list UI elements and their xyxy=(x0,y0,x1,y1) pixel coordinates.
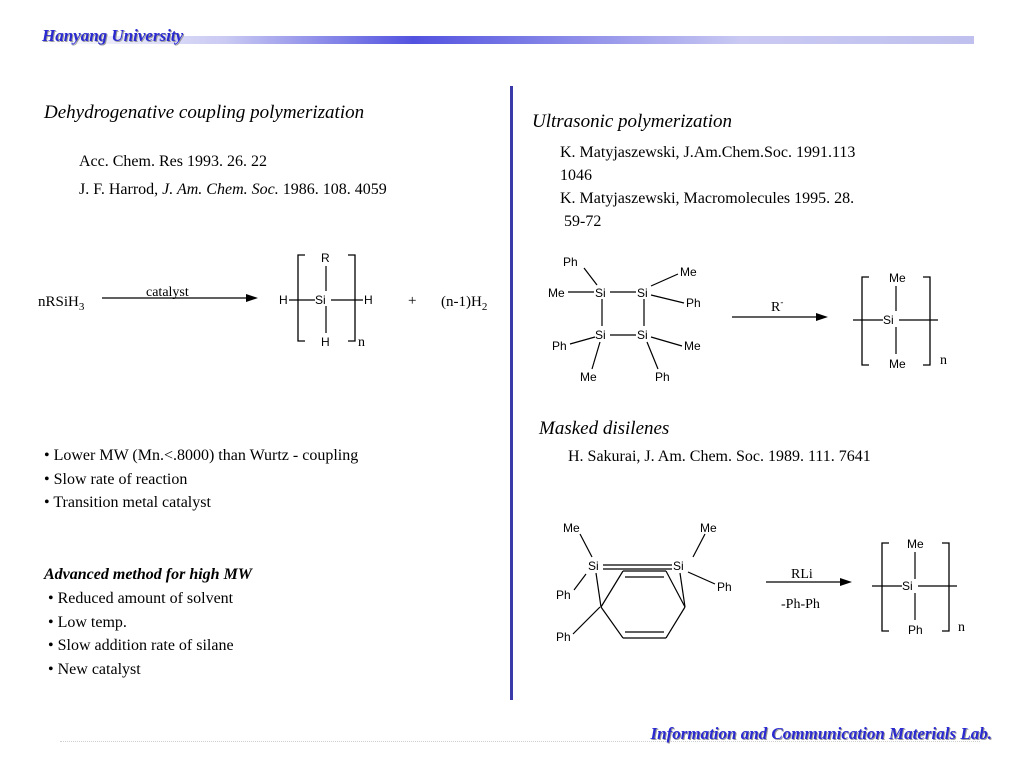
masked-product-si: Si xyxy=(902,579,913,593)
reference-harrod-details: 1986. 108. 4059 xyxy=(278,181,387,198)
reference-harrod-journal: J. Am. Chem. Soc. xyxy=(162,181,279,198)
reference-harrod-author: J. F. Harrod, xyxy=(79,181,163,198)
masked-product-ph-bottom: Ph xyxy=(908,623,923,637)
ultrasonic-product-si: Si xyxy=(883,313,894,327)
ultrasonic-title: Ultrasonic polymerization xyxy=(532,111,733,132)
reactant-label: nRSiH$_3$ xyxy=(38,294,85,313)
item-low-temp: • Low temp. xyxy=(48,613,127,631)
advanced-method-list xyxy=(48,587,234,681)
h-bottom-label: H xyxy=(321,335,330,349)
bicyclic-ph-bottom: Ph xyxy=(556,630,571,644)
ring-ph-bottom-right: Ph xyxy=(655,370,670,384)
ring-si-top-right: Si xyxy=(637,286,648,300)
masked-product-me-top: Me xyxy=(907,537,924,551)
bicyclic-me-left: Me xyxy=(563,521,580,535)
ring-me-bottom-left: Me xyxy=(580,370,597,384)
dehydrogenative-bullets xyxy=(44,444,358,515)
bicyclic-me-right: Me xyxy=(700,521,717,535)
ring-si-bottom-right: Si xyxy=(637,328,648,342)
reference-acc-chem-res: Acc. Chem. Res 1993. 26. 22 xyxy=(79,153,267,170)
h-left-label: H xyxy=(279,293,288,307)
ring-si-bottom-left: Si xyxy=(595,328,606,342)
masked-disilene-reaction-scheme xyxy=(540,510,980,660)
ultrasonic-product-me-bottom: Me xyxy=(889,357,906,371)
ultrasonic-references xyxy=(560,141,855,233)
bullet-lower-mw: • Lower MW (Mn.<.8000) than Wurtz - coupling xyxy=(44,447,359,464)
reaction-arrow-head xyxy=(246,294,258,302)
si-label: Si xyxy=(315,293,326,307)
ring-me-top-right: Me xyxy=(680,265,697,279)
masked-product-right-bracket xyxy=(942,543,949,631)
left-bracket xyxy=(298,255,305,341)
r-group-label: R xyxy=(321,251,330,265)
lab-name: Information and Communication Materials Lab. xyxy=(650,724,992,743)
bicyclic-bonds xyxy=(573,534,715,638)
catalyst-label: catalyst xyxy=(146,285,189,300)
masked-product-n: n xyxy=(958,620,965,635)
plus-sign: + xyxy=(408,293,417,309)
masked-reagent-top: RLi xyxy=(791,567,813,582)
reference-sakurai: H. Sakurai, J. Am. Chem. Soc. 1989. 111. 7641 xyxy=(568,448,871,465)
ring-ph-right: Ph xyxy=(686,296,701,310)
reference-matyjaszewski-jacs: K. Matyjaszewski, J.Am.Chem.Soc. 1991.113 xyxy=(560,144,856,161)
item-new-catalyst: • New catalyst xyxy=(48,660,141,678)
ultrasonic-reaction-scheme xyxy=(540,248,980,393)
h-right-label: H xyxy=(364,293,373,307)
ultrasonic-product-right-bracket xyxy=(923,277,930,365)
ultrasonic-product-left-bracket xyxy=(862,277,869,365)
bullet-slow-rate: • Slow rate of reaction xyxy=(44,470,188,488)
bicyclic-si-left: Si xyxy=(588,559,599,573)
reference-matyjaszewski-jacs-page: 1046 xyxy=(560,167,592,184)
bicyclic-ph-right: Ph xyxy=(717,580,732,594)
dehydrogenative-reaction-scheme xyxy=(30,245,510,355)
bullet-transition-metal: • Transition metal catalyst xyxy=(44,494,211,511)
advanced-method-title: Advanced method for high MW xyxy=(44,566,253,583)
byproduct-label: $(n-1)H_2$ xyxy=(441,294,488,313)
column-divider xyxy=(510,86,513,700)
ring-me-left: Me xyxy=(548,286,565,300)
dehydrogenative-title: Dehydrogenative coupling polymerization xyxy=(44,102,365,123)
item-slow-addition: • Slow addition rate of silane xyxy=(48,637,234,654)
ring-si-top-left: Si xyxy=(595,286,606,300)
ultrasonic-product-me-top: Me xyxy=(889,271,906,285)
ring-me-right-lower: Me xyxy=(684,339,701,353)
masked-arrow-head xyxy=(840,578,852,586)
masked-product-left-bracket xyxy=(882,543,889,631)
ultrasonic-product-n: n xyxy=(940,353,947,368)
right-bracket xyxy=(348,255,355,341)
reference-matyjaszewski-macromol-page: 59-72 xyxy=(560,213,602,230)
masked-reagent-bottom: -Ph-Ph xyxy=(781,597,820,612)
ultrasonic-reagent: R- xyxy=(771,297,784,315)
university-title: Hanyang University xyxy=(42,26,184,45)
reference-matyjaszewski-macromol: K. Matyjaszewski, Macromolecules 1995. 28. xyxy=(560,190,855,207)
repeat-n-label: n xyxy=(358,335,365,350)
ring-ph-left-lower: Ph xyxy=(552,339,567,353)
item-reduced-solvent: • Reduced amount of solvent xyxy=(48,590,234,607)
bicyclic-ph-left: Ph xyxy=(556,588,571,602)
ring-ph-top-left: Ph xyxy=(563,255,578,269)
bicyclic-si-right: Si xyxy=(673,559,684,573)
masked-disilenes-title: Masked disilenes xyxy=(539,418,670,439)
ultrasonic-arrow-head xyxy=(816,313,828,321)
reference-harrod xyxy=(79,181,387,199)
ring-bonds xyxy=(568,268,684,369)
